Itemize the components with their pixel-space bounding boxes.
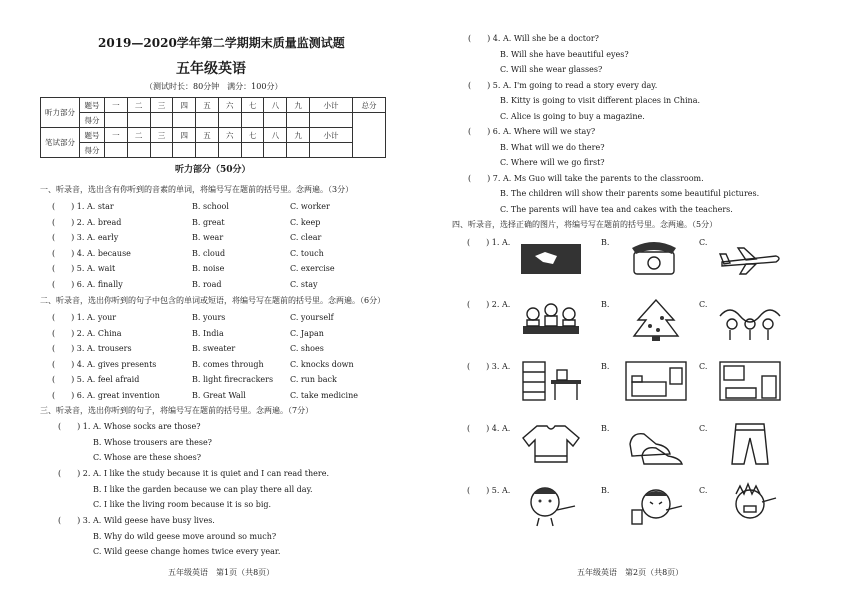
sentence-option-a: ( ) 7. A. Ms Guo will take the parents to the classroom. <box>468 173 704 183</box>
sentence-option-b: B. I like the garden because we can play there all day. <box>93 484 313 494</box>
picture-option-c: C. <box>699 486 708 495</box>
sentence-option-c: C. Alice is going to buy a magazine. <box>500 111 645 121</box>
eating-boy-picture <box>517 482 585 528</box>
option-c: C. worker <box>290 202 330 211</box>
sick-boy-picture <box>622 482 690 528</box>
sentence-option-c: C. Wild geese change homes twice every year. <box>93 547 281 556</box>
toothache-boy-picture <box>716 482 784 528</box>
sentence-option-a: ( ) 6. A. Where will we stay? <box>468 127 596 136</box>
total-label: 总分 <box>353 98 386 113</box>
option-b: B. light firecrackers <box>192 375 274 384</box>
option-b: B. cloud <box>192 248 226 258</box>
q-number: 三 <box>150 98 173 113</box>
q-number: 六 <box>218 128 241 143</box>
shoes-picture <box>622 420 690 466</box>
question-option-a: ( ) 6. A. finally <box>52 279 123 289</box>
option-b: B. comes through <box>192 359 264 369</box>
section2-heading: 二、听录音，选出你听到的句子中包含的单词或短语，将编号写在题前的括号里。念两遍。（6分） <box>40 296 386 305</box>
written-label: 笔试部分 <box>41 128 80 158</box>
q-number: 五 <box>196 128 219 143</box>
option-b: B. sweater <box>192 344 236 353</box>
sentence-option-c: C. Where will we go first? <box>500 158 605 167</box>
page2-footer: 五年级英语 第2页（共8页） <box>577 568 684 577</box>
q-number: 二 <box>127 98 150 113</box>
sentence-option-a: ( ) 4. A. Will she be a doctor? <box>468 34 599 43</box>
question-option-a: ( ) 3. A. trousers <box>52 344 132 353</box>
question-option-a: ( ) 2. A. bread <box>52 217 122 227</box>
exam-meta: （测试时长：80分钟 满分：100分） <box>145 82 283 91</box>
option-c: C. Japan <box>290 328 324 338</box>
question-option-a: ( ) 5. A. feel afraid <box>52 375 140 384</box>
q-number: 九 <box>287 128 310 143</box>
sentence-option-c: C. Whose are these shoes? <box>93 453 202 462</box>
q-number: 二 <box>127 128 150 143</box>
option-c: C. take medicine <box>290 390 358 400</box>
q-number: 八 <box>264 128 287 143</box>
option-b: B. noise <box>192 264 225 273</box>
option-c: C. clear <box>290 233 322 242</box>
sentence-option-c: C. The parents will have tea and cakes with the teachers. <box>500 204 733 214</box>
question-option-a: ( ) 4. A. because <box>52 248 131 258</box>
option-c: C. yourself <box>290 313 334 322</box>
bedroom-picture <box>622 358 690 404</box>
living-room-picture <box>716 358 784 404</box>
option-b: B. wear <box>192 233 224 242</box>
exam-subtitle: 五年级英语 <box>176 61 246 77</box>
q-number: 五 <box>196 98 219 113</box>
q-number: 一 <box>105 98 128 113</box>
option-b: B. Great Wall <box>192 390 246 400</box>
picture-option-c: C. <box>699 424 708 433</box>
sentence-option-b: B. Will she have beautiful eyes? <box>500 49 629 59</box>
option-b: B. road <box>192 279 222 289</box>
score-table <box>40 97 386 158</box>
q-number: 小计 <box>310 128 353 143</box>
picture-option-b: B. <box>601 362 610 371</box>
sentence-option-a: ( ) 1. A. Whose socks are those? <box>58 422 201 431</box>
picture-question-a: ( ) 3. A. <box>467 362 511 371</box>
picture-option-b: B. <box>601 300 610 309</box>
picture-question-a: ( ) 2. A. <box>467 300 511 309</box>
sentence-option-a: ( ) 5. A. I'm going to read a story every day. <box>468 80 658 90</box>
picture-question-a: ( ) 4. A. <box>467 424 511 433</box>
option-c: C. stay <box>290 279 318 289</box>
sentence-option-a: ( ) 3. A. Wild geese have busy lives. <box>58 516 215 525</box>
question-option-a: ( ) 5. A. wait <box>52 264 116 273</box>
airplane-picture <box>716 234 784 280</box>
row-label-number: 题号 <box>80 128 105 143</box>
option-c: C. run back <box>290 375 337 384</box>
listening-label: 听力部分 <box>41 98 80 128</box>
sentence-option-c: C. Will she wear glasses? <box>500 65 603 74</box>
section1-heading: 一、听录音，选出含有你听到的音素的单词，将编号写在题前的括号里。念两遍。（3分） <box>40 185 354 194</box>
option-c: C. knocks down <box>290 359 354 369</box>
section3-heading: 三、听录音，选出你听到的句子，将编号写在题前的括号里。念两遍。（7分） <box>40 406 314 415</box>
q-number: 四 <box>173 98 196 113</box>
total-score-cell <box>353 113 386 158</box>
question-option-a: ( ) 6. A. great invention <box>52 390 160 400</box>
picture-question-a: ( ) 1. A. <box>467 238 511 247</box>
q-number: 八 <box>264 98 287 113</box>
picture-option-c: C. <box>699 362 708 371</box>
picture-question-a: ( ) 5. A. <box>467 486 511 495</box>
question-option-a: ( ) 1. A. star <box>52 202 114 211</box>
christmas-tree-picture <box>622 296 690 342</box>
telephone-picture <box>622 234 690 280</box>
question-option-a: ( ) 3. A. early <box>52 233 119 242</box>
family-dinner-picture <box>517 296 585 342</box>
section4-heading: 四、听录音，选择正确的图片，将编号写在题前的括号里。念两遍。（5分） <box>452 220 718 229</box>
q-number: 九 <box>287 98 310 113</box>
sentence-option-b: B. Kitty is going to visit different places in China. <box>500 96 701 105</box>
sentence-option-b: B. Whose trousers are these? <box>93 437 212 447</box>
option-c: C. shoes <box>290 344 324 353</box>
picture-option-b: B. <box>601 238 610 247</box>
picture-option-c: C. <box>699 300 708 309</box>
option-b: B. India <box>192 328 224 338</box>
option-b: B. great <box>192 217 225 227</box>
picture-option-b: B. <box>601 486 610 495</box>
sweater-picture <box>517 420 585 466</box>
row-label-score: 得分 <box>80 113 105 128</box>
q-number: 三 <box>150 128 173 143</box>
question-option-a: ( ) 2. A. China <box>52 328 122 338</box>
study-room-picture <box>517 358 585 404</box>
row-label-number: 题号 <box>80 98 105 113</box>
q-number: 四 <box>173 128 196 143</box>
dragon-dance-picture <box>716 296 784 342</box>
sentence-option-b: B. The children will show their parents some beautiful pictures. <box>500 189 760 198</box>
option-c: C. exercise <box>290 264 335 273</box>
question-option-a: ( ) 1. A. your <box>52 313 117 322</box>
picture-option-c: C. <box>699 238 708 247</box>
q-number: 小计 <box>310 98 353 113</box>
question-option-a: ( ) 4. A. gives presents <box>52 359 157 369</box>
sentence-option-a: ( ) 2. A. I like the study because it is quiet and I can read there. <box>58 469 329 478</box>
sentence-option-c: C. I like the living room because it is so big. <box>93 500 272 509</box>
option-b: B. yours <box>192 313 226 322</box>
option-c: C. keep <box>290 217 321 227</box>
q-number: 一 <box>105 128 128 143</box>
exam-title: 2019—2020学年第二学期期末质量监测试题 <box>98 36 345 50</box>
map-picture <box>517 234 585 280</box>
option-b: B. school <box>192 202 229 211</box>
listening-heading: 听力部分（50分） <box>175 165 251 175</box>
sentence-option-b: B. Why do wild geese move around so much? <box>93 531 277 541</box>
option-c: C. touch <box>290 248 324 258</box>
sentence-option-b: B. What will we do there? <box>500 142 605 152</box>
page1-footer: 五年级英语 第1页（共8页） <box>168 568 275 577</box>
q-number: 七 <box>241 128 264 143</box>
picture-option-b: B. <box>601 424 610 433</box>
row-label-score: 得分 <box>80 143 105 158</box>
q-number: 七 <box>241 98 264 113</box>
trousers-picture <box>716 420 784 466</box>
q-number: 六 <box>218 98 241 113</box>
